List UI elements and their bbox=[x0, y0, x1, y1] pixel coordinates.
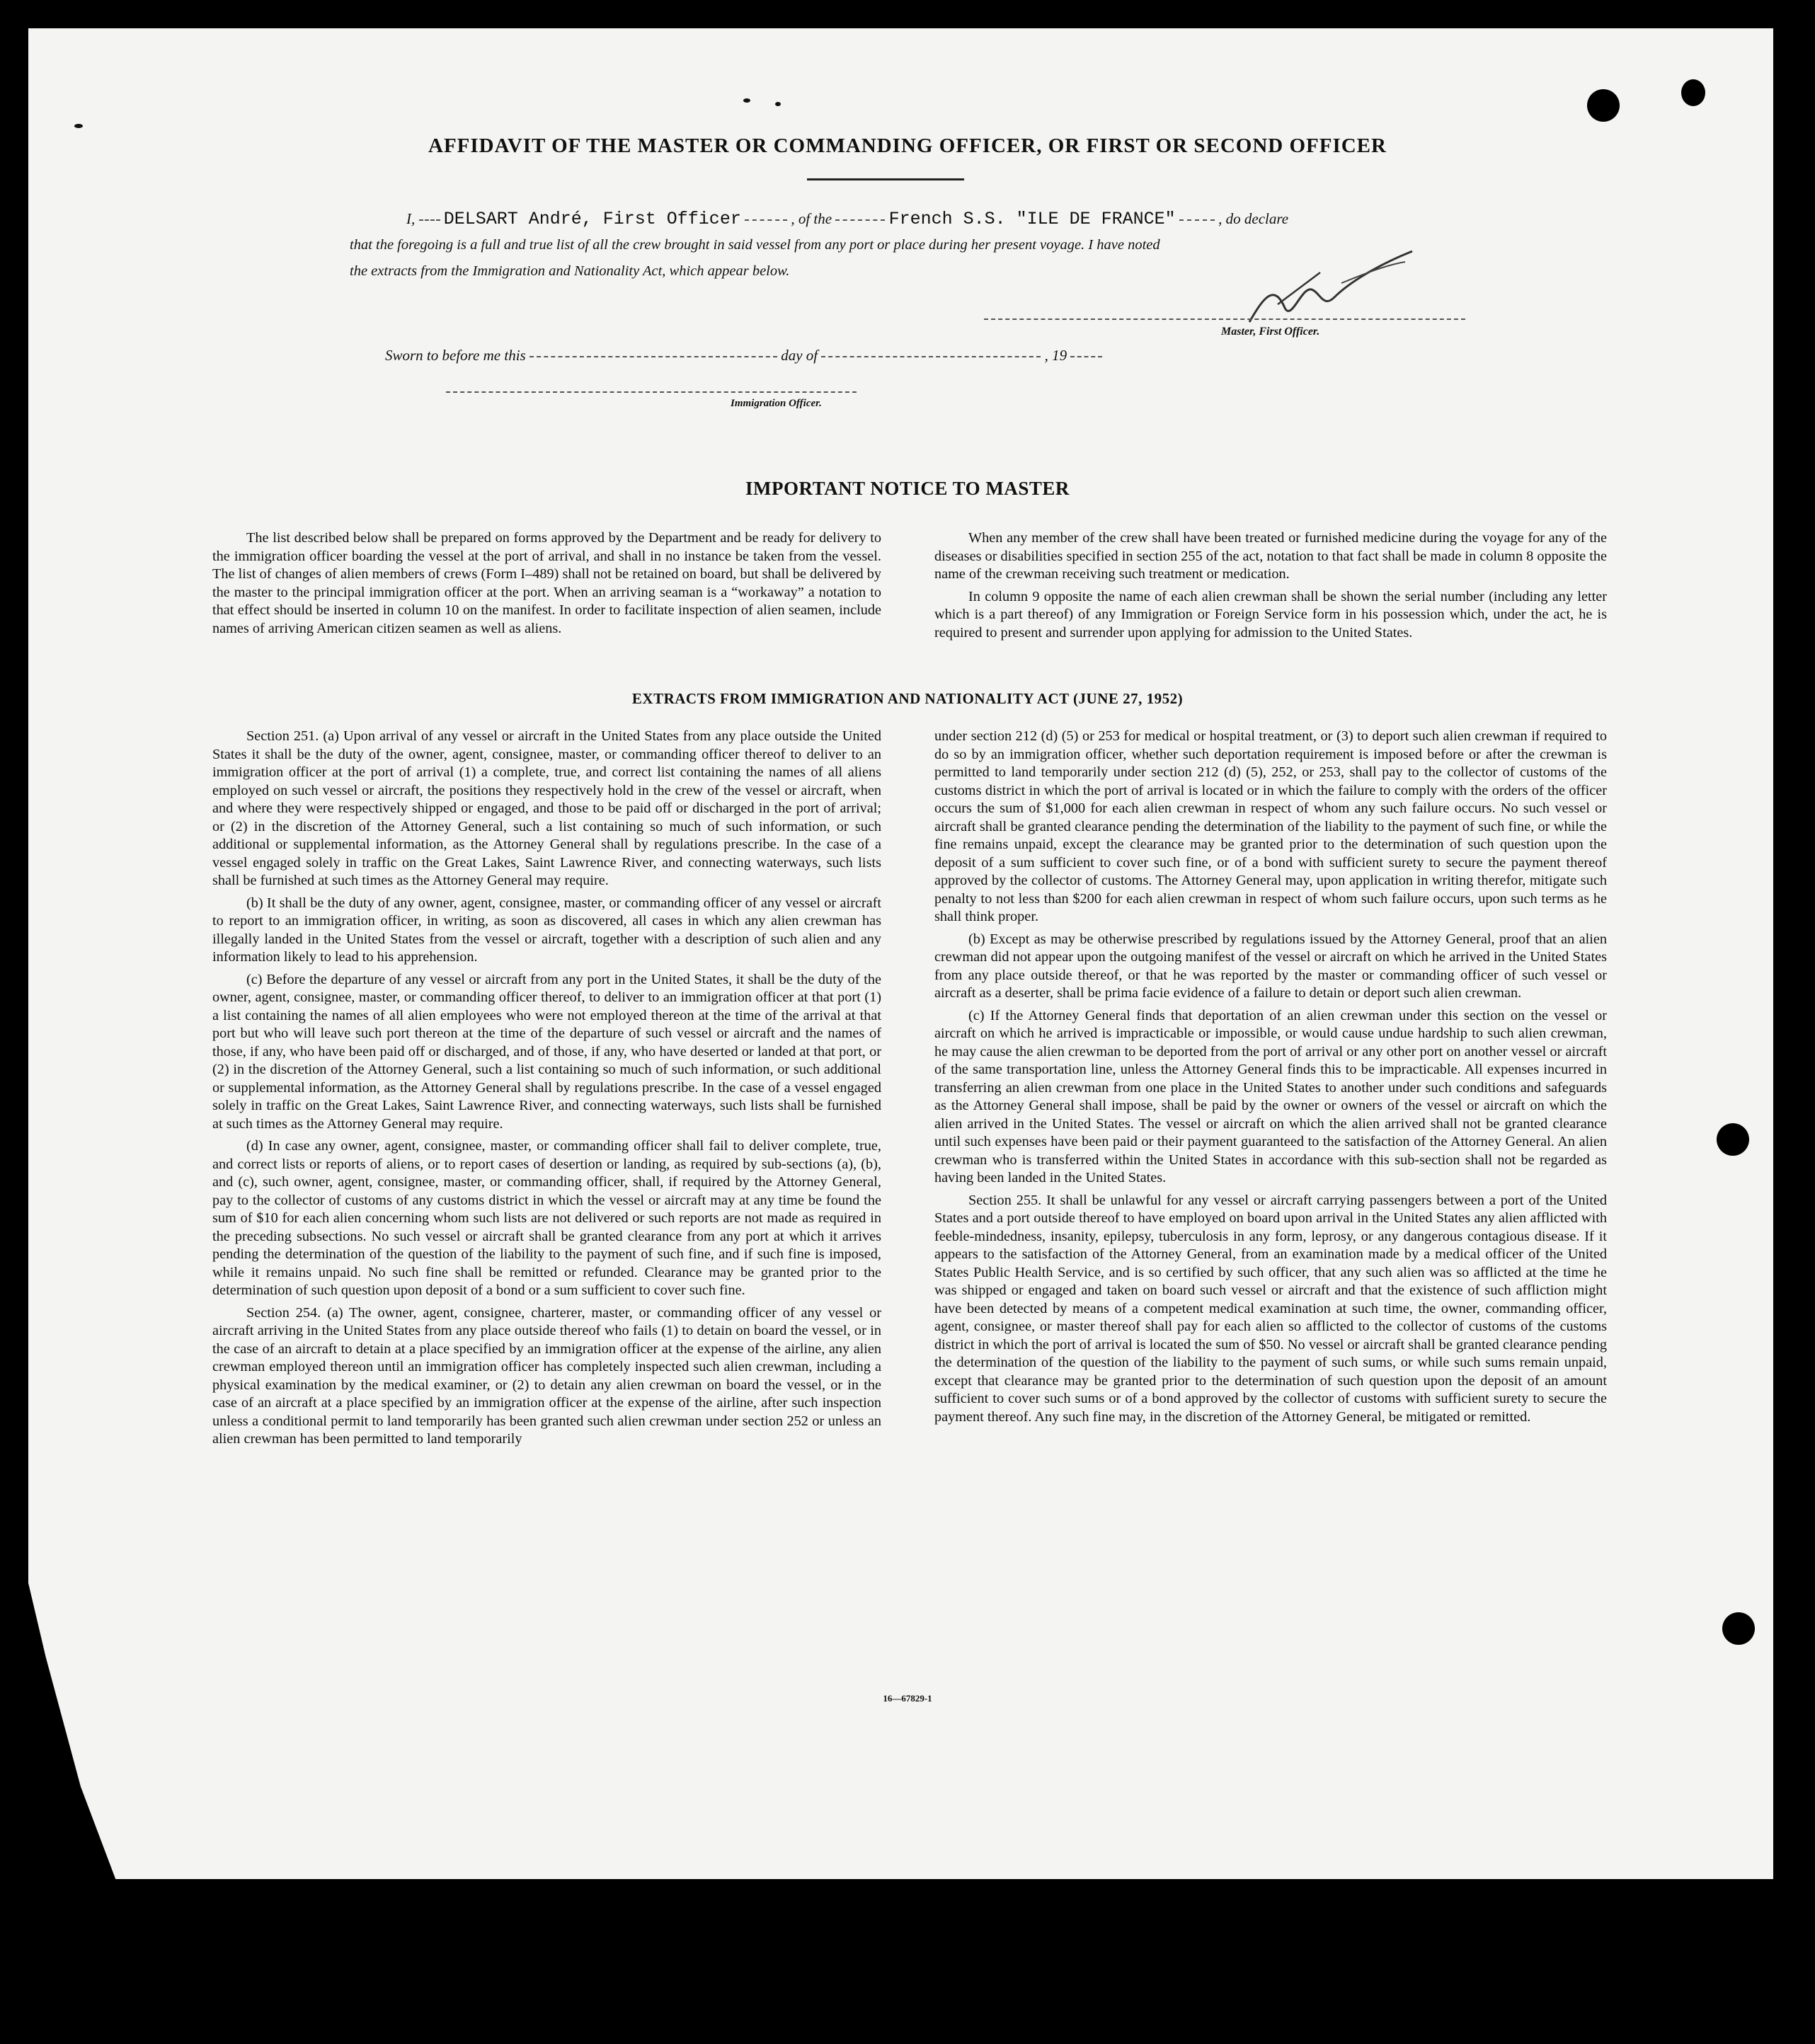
immigration-officer-caption: Immigration Officer. bbox=[731, 398, 822, 409]
extracts-right-column bbox=[934, 728, 1607, 1430]
declaration-do-declare: , do declare bbox=[1218, 210, 1289, 227]
section-255: Section 255. It shall be unlawful for any vessel or aircraft carrying passengers between a port of the United States and a port outside thereof to have employed on board upon arrival in the United States any alien afflicted with feeble-mindedness, insanity, epilepsy, tuberculosis in any form, leprosy, or any dangerous contagious disease. If it appears to the satisfaction of the Attorney General, from an examination made by a medical officer of the United States Public Health Service, and is so certified by such officer, that any such alien was so afflicted at the time he was shipped or engaged and taken on board such vessel or aircraft and that the existence of such affliction might have been detected by means of a competent medical examination at such time, the owner, commanding officer, agent, consignee, or master thereof shall pay for each alien so afflicted to the collector of customs of the customs district in which the port of arrival is located the sum of $50. No vessel or aircraft shall be granted clearance pending the determination of the question of the liability to the payment of such sums, or while such sums remain unpaid, except that clearance may be granted prior to the determination of such question upon the deposit of an amount sufficient to cover such sums or of a bond approved by the collector of customs with sufficient surety to secure the payment thereof. Any such fine may, in the discretion of the Attorney General, be mitigated or remitted. bbox=[934, 1192, 1607, 1425]
declaration-line-1 bbox=[406, 209, 1288, 229]
vessel-name: French S.S. "ILE DE FRANCE" bbox=[888, 209, 1176, 229]
speck bbox=[775, 102, 781, 106]
section-251c: (c) Before the departure of any vessel or aircraft from any port in the United States, it shall be the duty of the owner, agent, consignee, master, or commanding officer thereof, to deliver to an immigration officer at that port (1) a list containing the names of all alien employees who were not employed thereon at the time of the arrival at that port but who will leave such port thereon at the time of the departure of such vessel or aircraft and the names of those, if any, who have been paid off or discharged, and of those, if any, who have deserted or landed at that port, or (2) in the discretion of the Attorney General, such a list containing so much of such information, or such additional or supplemental information, as the Attorney General shall by regulations prescribe. In the case of a vessel engaged solely in traffic on the Great Lakes, Saint Lawrence River, and connecting waterways, such lists shall be furnished at such times as the Attorney General may require. bbox=[212, 971, 881, 1132]
declaration-i: I, bbox=[406, 210, 416, 227]
punch-hole-bottom bbox=[1722, 1612, 1755, 1645]
punch-hole-middle bbox=[1717, 1123, 1749, 1156]
notice-title: IMPORTANT NOTICE TO MASTER bbox=[745, 478, 1070, 499]
notice-left-column bbox=[212, 529, 881, 642]
sworn-text: Sworn to before me this bbox=[385, 347, 526, 364]
dotted-fill bbox=[1070, 356, 1102, 357]
section-254a: Section 254. (a) The owner, agent, consignee, charterer, master, or commanding officer of any vessel or aircraft arriving in the United States from any place outside thereof who fails (1) to detain on board the vessel, or in the case of an aircraft to detain at a place specified by an immigration officer at the expense of the airline, any alien crewman employed thereon until an immigration officer has completely inspected such alien crewman, including a physical examination by the medical examiner, or (2) to detain any alien crewman on board the vessel, or in the case of an aircraft at a place specified by an immigration officer at the expense of the airline, after such inspection unless a conditional permit to land temporarily has been granted such alien crewman under section 252 or unless an alien crewman has been permitted to land temporarily bbox=[212, 1304, 881, 1447]
section-254c: (c) If the Attorney General finds that deportation of an alien crewman under this section on the vessel or aircraft on which he arrived is impracticable or impossible, or would cause undue hardship to such alien crewman, he may cause the alien crewman to be deported from the port of arrival or any other port on another vessel or aircraft of the same transportation line, unless the Attorney General finds this to be impracticable. All expenses incurred in transferring an alien crewman from one place in the United States to another under such conditions and safeguards as the Attorney General shall impose, shall be paid by the owner or owners of the vessel or aircraft on which the alien arrived in the United States. The vessel or aircraft on which the alien arrived shall not be granted clearance until such expenses have been paid or their payment guaranteed to the satisfaction of the Attorney General. An alien crewman who is transferred within the United States in accordance with this sub-section shall not be regarded as having been landed in the United States. bbox=[934, 1007, 1607, 1185]
title-rule bbox=[807, 178, 964, 180]
section-251b: (b) It shall be the duty of any owner, agent, consignee, master, or commanding officer of any vessel or aircraft to report to an immigration officer, in writing, as soon as discovered, all cases in which any alien crewman has illegally landed in the United States from the vessel or aircraft, together with a description of such alien and any information likely to lead to his apprehension. bbox=[212, 895, 881, 965]
officer-name: DELSART André, First Officer bbox=[443, 209, 741, 229]
form-number: 16—67829-1 bbox=[883, 1693, 932, 1704]
punch-hole-corner bbox=[1681, 79, 1705, 106]
section-254b: (b) Except as may be otherwise prescribed by regulations issued by the Attorney General, proof that an alien crewman did not appear upon the outgoing manifest of the vessel or aircraft on which he arrived in the United States from any place outside thereof, or that he was reported by the master or commanding officer of such vessel or aircraft as a deserter, shall be prima facie evidence of a failure to detain or deport such alien crewman. bbox=[934, 931, 1607, 1001]
notice-paragraph: In column 9 opposite the name of each alien crewman shall be shown the serial number (including any letter which is a part thereof) of any Immigration or Foreign Service form in his possession which, under the act, he is required to present and surrender upon applying for admission to the United States. bbox=[934, 588, 1607, 641]
signature-line bbox=[984, 318, 1465, 320]
notice-right-column bbox=[934, 529, 1607, 646]
dotted-fill bbox=[835, 219, 885, 221]
dotted-fill bbox=[821, 356, 1041, 357]
punch-hole-top bbox=[1587, 89, 1620, 122]
affidavit-title: AFFIDAVIT OF THE MASTER OR COMMANDING OFFICER, OR FIRST OR SECOND OFFICER bbox=[428, 134, 1387, 157]
dotted-fill bbox=[529, 356, 777, 357]
declaration-of-the: , of the bbox=[791, 210, 832, 227]
dotted-fill bbox=[1179, 219, 1215, 221]
declaration-line-3: the extracts from the Immigration and Nationality Act, which appear below. bbox=[350, 263, 790, 279]
speck bbox=[74, 124, 83, 128]
sworn-line bbox=[385, 347, 1102, 364]
section-251a: Section 251. (a) Upon arrival of any vessel or aircraft in the United States from any place outside the United States it shall be the duty of the owner, agent, consignee, master, or commanding officer thereof to deliver to an immigration officer at the port of arrival (1) a complete, true, and correct list containing the names of all aliens employed on such vessel or aircraft, the positions they respectively hold in the crew of the vessel or aircraft, when and where they were respectively shipped or engaged, and those to be paid off or discharged in the port of arrival; or (2) in the discretion of the Attorney General, such a list containing so much of such information, or such additional or supplemental information, as the Attorney General shall by regulations prescribe. In the case of a vessel engaged solely in traffic on the Great Lakes, Saint Lawrence River, and connecting waterways, such lists shall be furnished at such times as the Attorney General may require. bbox=[212, 728, 881, 888]
section-251d: (d) In case any owner, agent, consignee, master, or commanding officer shall fail to deliver complete, true, and correct lists or reports of aliens, or to report cases of desertion or landing, as required by sub-sections (a), (b), and (c), such owner, agent, consignee, master, or commanding officer, shall, if required by the Attorney General, pay to the collector of customs of any customs district in which the vessel or aircraft may at any time be found the sum of $10 for each alien concerning whom such lists are not delivered or such reports are not made as required in the preceding subsections. No such vessel or aircraft shall be granted clearance from any port at which it arrives pending the determination of the question of the liability to the payment of such fine, and if such fine is imposed, while it remains unpaid. No such fine shall be remitted or refunded. Clearance may be granted prior to the determination of such question upon deposit of a bond or a sum sufficient to cover such fine. bbox=[212, 1138, 881, 1298]
speck bbox=[743, 98, 750, 103]
day-of-text: day of bbox=[781, 347, 818, 364]
notice-paragraph: When any member of the crew shall have been treated or furnished medicine during the voyage for any of the diseases or disabilities specified in section 255 of the act, notation to that fact shall be made in column 8 opposite the name of the crewman receiving such treatment or medication. bbox=[934, 530, 1607, 582]
extracts-title: EXTRACTS FROM IMMIGRATION AND NATIONALITY ACT (JUNE 27, 1952) bbox=[631, 690, 1184, 707]
immigration-officer-line bbox=[446, 391, 857, 393]
signature-caption: Master, First Officer. bbox=[1221, 326, 1320, 338]
section-254a-continued: under section 212 (d) (5) or 253 for medical or hospital treatment, or (3) to deport such alien crewman if required to do so by an immigration officer, whether such deportation requirement is imposed before or after the crewman is permitted to land temporarily under section 212 (d) (5), 252, or 253, shall pay to the collector of customs of the customs district in which the port of arrival is located or in which the failure to comply with the orders of the officer occurs the sum of $1,000 for each alien crewman in respect of whom any such failure occurs. No such vessel or aircraft shall be granted clearance pending the determination of the liability to the payment of such fine, or while the fine remains unpaid, except the clearance may be granted prior to the determination of such question upon the deposit of a sum sufficient to cover such fine, or of a bond with sufficient surety to secure the payment thereof approved by the collector of customs. The Attorney General may, upon application in writing therefor, mitigate such penalty to not less than $200 for each alien crewman in respect of whom such failure occurs, upon such terms as he shall think proper. bbox=[934, 728, 1607, 924]
dotted-fill bbox=[419, 219, 440, 221]
declaration-line-2: that the foregoing is a full and true list of all the crew brought in said vessel from any port or place during her present voyage. I have noted bbox=[350, 237, 1160, 253]
extracts-left-column bbox=[212, 728, 881, 1453]
notice-paragraph: The list described below shall be prepared on forms approved by the Department and be ready for delivery to the immigration officer boarding the vessel at the port of arrival, and shall in no instance be taken from the vessel. The list of changes of alien members of crews (Form I–489) shall not be retained on board, but shall be delivered by the master to the principal immigration officer at the port. When an arriving seaman is a “workaway” a notation to that effect should be inserted in column 10 on the manifest. In order to facilitate inspection of alien seamen, include names of arriving American citizen seamen as well as aliens. bbox=[212, 530, 881, 636]
year-text: , 19 bbox=[1044, 347, 1067, 364]
dotted-fill bbox=[745, 219, 787, 221]
